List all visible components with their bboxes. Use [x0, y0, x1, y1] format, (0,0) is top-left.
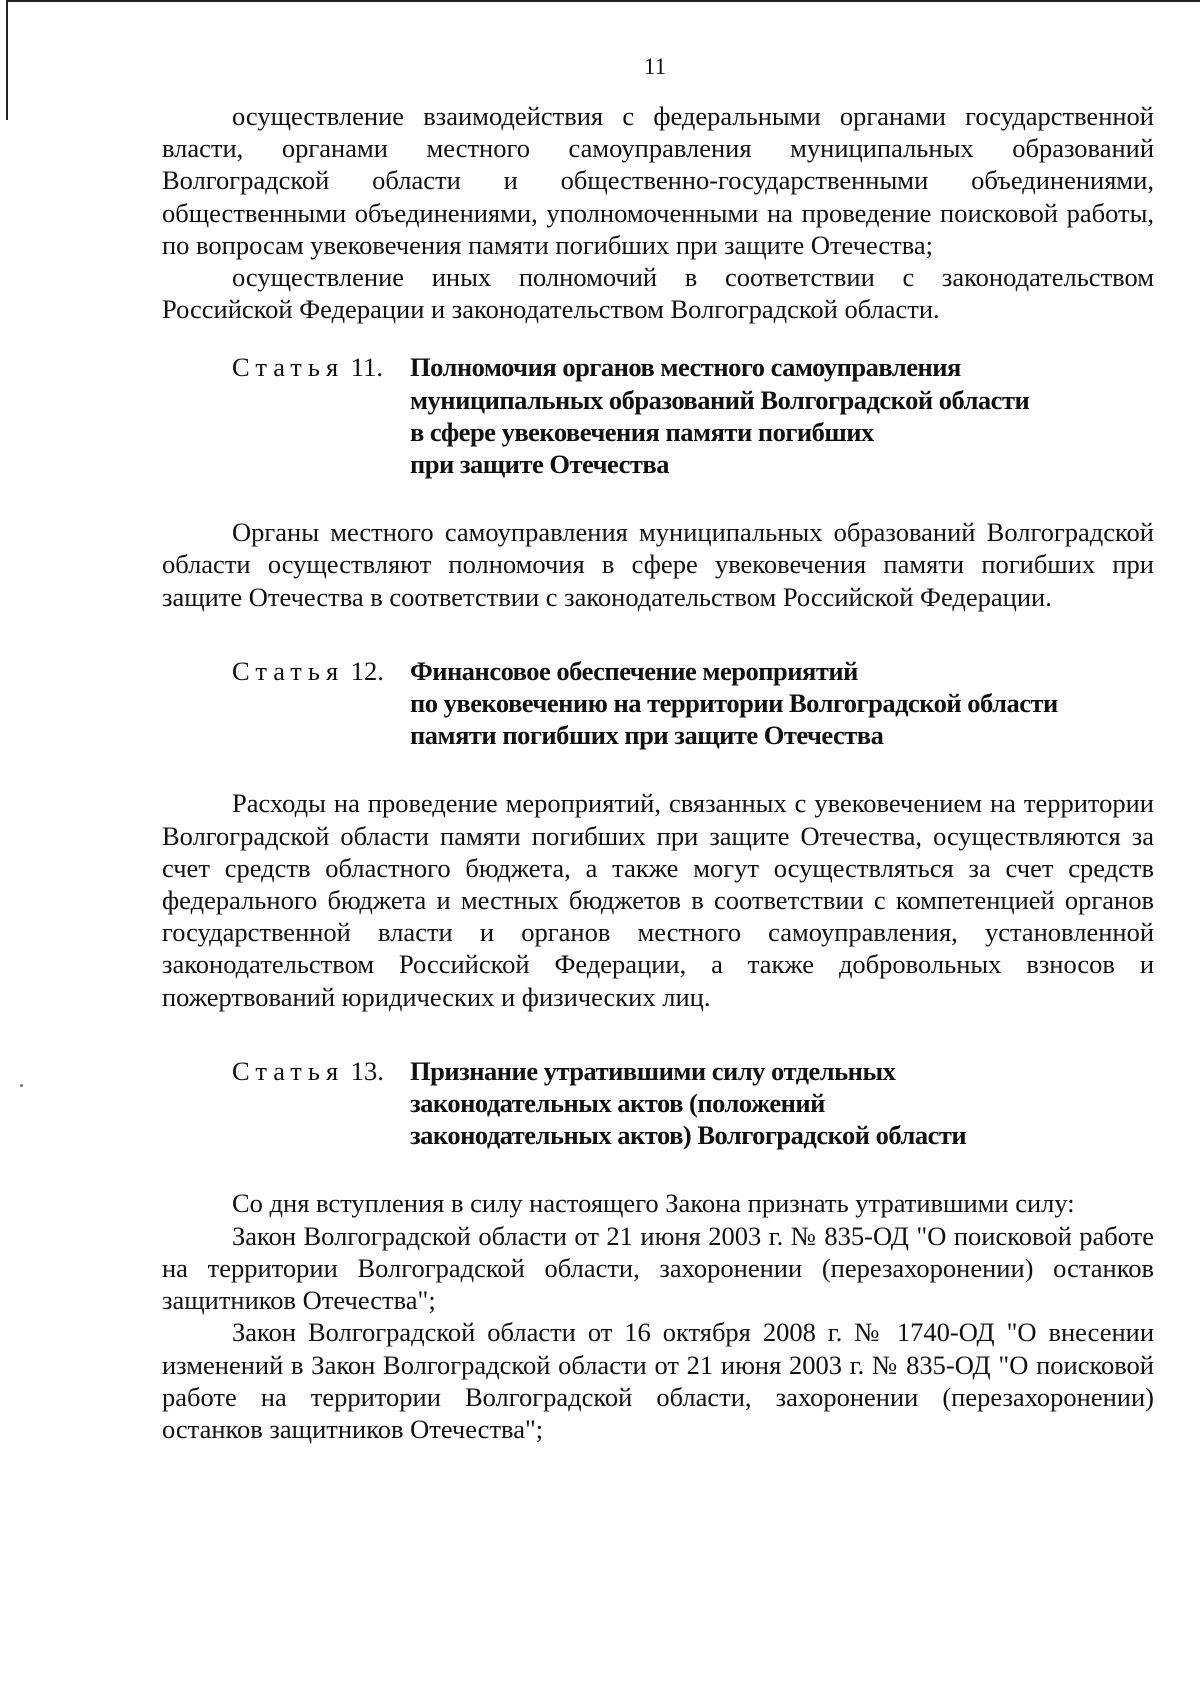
- intro-paragraph-2: осуществление иных полномочий в соответствии с законодательством Российской Федерации и законодательством Волгоградской области.: [162, 262, 1154, 325]
- article-13-paragraph-3: Закон Волгоградской области от 16 октября 2008 г. № 1740-ОД "О внесении изменений в Закон Волгоградской области от 21 июня 2003 г. № 835-ОД "О поисковой работе на территории Волгоградской области, захоронении (перезахоронении) останков защитников Отечества";: [162, 1317, 1154, 1444]
- article-13-heading: [162, 1055, 1154, 1152]
- document-body: [162, 100, 1154, 1445]
- article-label: Статья 12.: [232, 655, 384, 686]
- page-top-edge: [6, 0, 1200, 2]
- article-11-title: Полномочия органов местного самоуправления муниципальных образований Волгоградской области в сфере увековечения памяти погибших при защите Отечества: [410, 352, 1030, 480]
- page-number: 11: [643, 54, 667, 79]
- article-12-heading: [162, 655, 1154, 752]
- article-12-paragraph: Расходы на проведение мероприятий, связанных с увековечением на территории Волгоградской области памяти погибших при защите Отечества, осуществляются за счет средств областного бюджета, а также могут осуществляться за счет средств федерального бюджета и местных бюджетов в соответствии с компетенцией органов государственной власти и органов местного самоуправления, установленной законодательством Российской Федерации, а также добровольных взносов и пожертвований юридических и физических лиц.: [162, 788, 1154, 1012]
- article-12-title: Финансовое обеспечение мероприятий по увековечению на территории Волгоградской области памяти погибших при защите Отечества: [410, 655, 1058, 751]
- article-11-heading: [162, 351, 1154, 480]
- article-label: Статья 11.: [232, 352, 383, 383]
- article-13-title: Признание утратившими силу отдельных законодательных актов (положений законодательных актов) Волгоградской области: [410, 1055, 967, 1151]
- article-11-paragraph: Органы местного самоуправления муниципальных образований Волгоградской области осуществляют полномочия в сфере увековечения памяти погибших при защите Отечества в соответствии с законодательством Российской Федерации.: [162, 517, 1154, 612]
- article-13-paragraph-1: Со дня вступления в силу настоящего Закона признать утратившими силу:: [232, 1188, 1075, 1219]
- intro-paragraph-1: осуществление взаимодействия с федеральными органами государственной власти, органами местного самоуправления муниципальных образований Волгоградской области и общественно-государственными объединениями, общественными объединениями, уполномоченными на проведение поисковой работы, по вопросам увековечения памяти погибших при защите Отечества;: [162, 101, 1154, 260]
- scan-speck: [20, 1084, 23, 1087]
- article-label: Статья 13.: [232, 1055, 384, 1086]
- article-13-paragraph-2: Закон Волгоградской области от 21 июня 2003 г. № 835-ОД "О поисковой работе на территории Волгоградской области, захоронении (перезахоронении) останков защитников Отечества";: [162, 1220, 1154, 1316]
